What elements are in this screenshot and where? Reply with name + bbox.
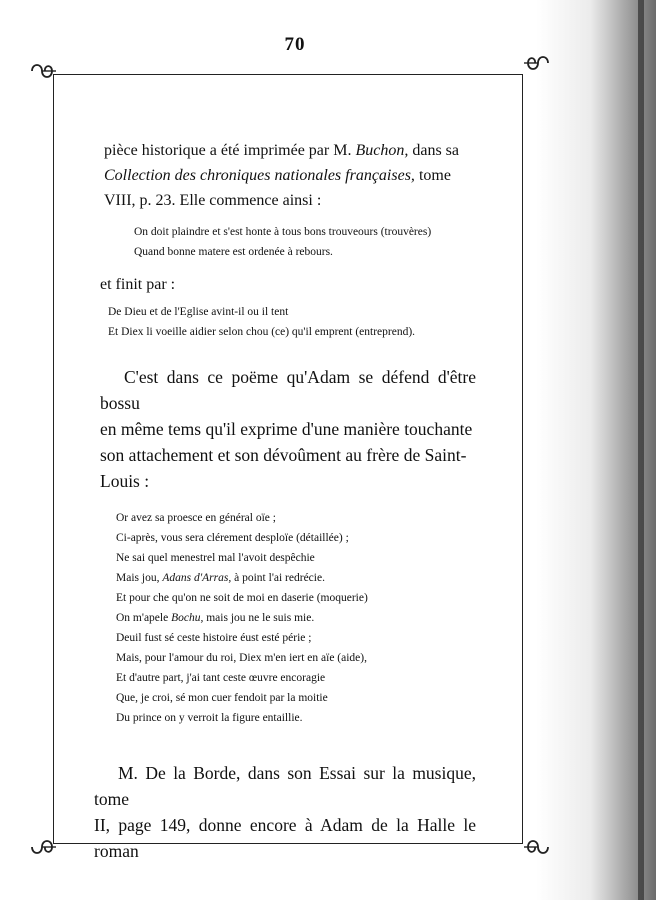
paragraph-line: C'est dans ce poëme qu'Adam se défend d'être bossu [100,367,476,413]
page-number: 70 [284,34,306,55]
intro-text: pièce historique a été imprimée par M. [104,142,356,159]
intro-line-1 [104,138,476,163]
poem-line: Or avez sa proesce en général oïe ; [116,512,276,524]
poem-line: Et pour che qu'on ne soit de moi en daserie (moquerie) [116,592,368,604]
poem-line: Ne sai quel menestrel mal l'avoit despêchie [116,552,315,564]
poem-block [104,508,476,728]
verse-line: On doit plaindre et s'est honte à tous bons trouveours (trouvères) [134,226,432,238]
fleuron-top-right-icon [522,52,552,74]
intro-line-2 [104,163,476,188]
finit-par-line: et finit par : [100,276,176,293]
paragraph-line: M. De la Borde, dans son Essai sur la musique, tome [94,763,476,809]
paragraph-line: II, page 149, donne encore à Adam de la Halle le roman [94,815,476,861]
poem-line: Deuil fust sé ceste histoire éust esté périe ; [116,632,312,644]
page-edge-shadow [536,0,656,900]
fleuron-bottom-right-icon [522,836,552,858]
verse-line: De Dieu et de l'Eglise avint-il ou il tent [108,306,289,318]
verse-line: Et Diex li voeille aidier selon chou (ce) qu'il emprent (entreprend). [108,326,416,338]
poem-text: à point l'ai redrécie. [231,572,325,584]
poem-line [116,608,476,628]
poem-text: Mais jou, [116,572,163,584]
poem-line: Du prince on y verroit la figure entaillie. [116,712,303,724]
verse-ending-block [104,302,476,342]
author-name-buchon: Buchon, [355,142,409,159]
poem-line: Et d'autre part, j'ai tant ceste œuvre encoragie [116,672,326,684]
poem-line: Que, je croi, sé mon cuer fendoit par la moitie [116,692,328,704]
nickname-bochu: Bochu, [171,612,204,624]
intro-line-3: VIII, p. 23. Elle commence ainsi : [104,192,322,209]
verse-opening-block [104,222,476,262]
poem-line: Mais, pour l'amour du roi, Diex m'en iert en aïe (aide), [116,652,367,664]
paragraph-line: Louis : [100,471,150,491]
page-text-content [94,138,476,864]
paragraph-line: son attachement et son dévoûment au frère de Saint- [100,445,467,465]
fleuron-top-left-icon [28,60,58,82]
paragraph-line: en même tems qu'il exprime d'une manière touchante [100,419,473,439]
poem-text: On m'apele [116,612,172,624]
poem-text: mais jou ne le suis mie. [203,612,315,624]
collection-title: Collection des chroniques nationales françaises, [104,167,415,184]
poet-name: Adans d'Arras, [162,572,232,584]
fleuron-bottom-left-icon [28,836,58,858]
poem-intro-paragraph [100,364,476,494]
intro-text-tome: tome [414,167,451,184]
poem-line [116,568,476,588]
closing-paragraph [94,760,476,864]
poem-line: Ci-après, vous sera clérement desploïe (détaillée) ; [116,532,349,544]
verse-line: Quand bonne matere est ordenée à rebours. [134,246,333,258]
intro-text-end: dans sa [408,142,459,159]
